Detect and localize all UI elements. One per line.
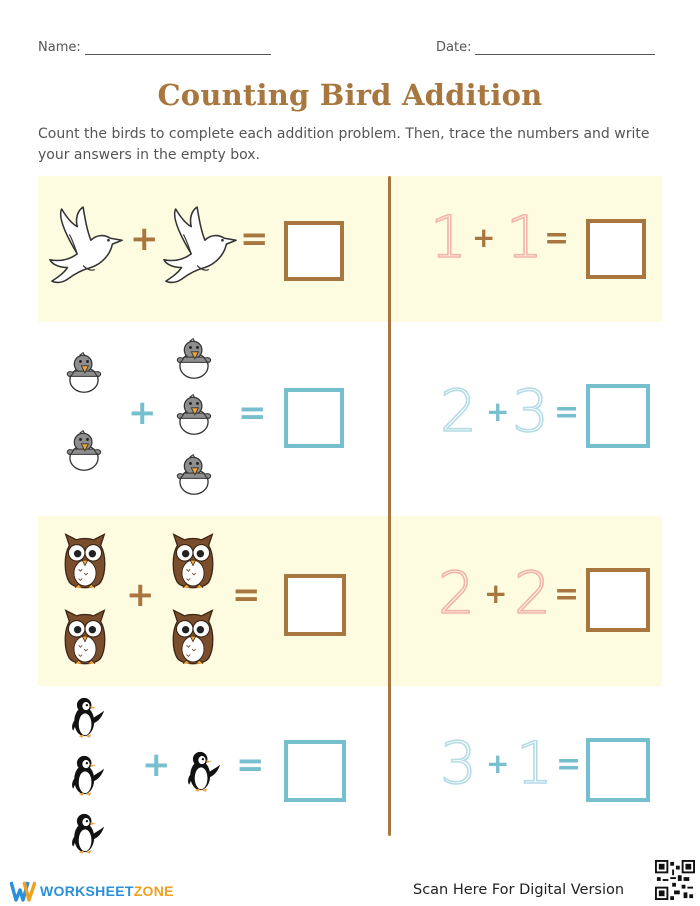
equals-sign: = xyxy=(232,575,261,615)
chick-in-egg-icon xyxy=(172,392,216,436)
penguin-icon xyxy=(66,810,106,856)
date-label: Date: xyxy=(436,40,472,55)
chick-in-egg-icon xyxy=(172,336,216,380)
equals-sign: = xyxy=(240,219,269,259)
dove-icon xyxy=(162,204,240,294)
plus-sign: + xyxy=(486,395,510,428)
logo-text-zone: ZONE xyxy=(133,883,174,899)
name-label: Name: xyxy=(38,40,81,55)
answer-box-picture[interactable] xyxy=(284,388,344,448)
penguin-icon xyxy=(182,748,222,794)
equals-sign: = xyxy=(556,747,582,782)
trace-number-b[interactable]: 1 xyxy=(516,729,553,797)
answer-box-picture[interactable] xyxy=(284,574,346,636)
problem-row-3 xyxy=(38,516,662,686)
answer-box-trace[interactable] xyxy=(586,568,650,632)
equals-sign: = xyxy=(554,577,580,612)
name-line[interactable] xyxy=(85,41,271,55)
trace-number-a[interactable]: 1 xyxy=(430,203,467,271)
chick-in-egg-icon xyxy=(62,350,106,394)
plus-sign: + xyxy=(130,219,159,259)
owl-icon xyxy=(170,608,216,668)
answer-box-picture[interactable] xyxy=(284,740,346,802)
name-field[interactable] xyxy=(38,40,271,55)
penguin-icon xyxy=(66,694,106,740)
plus-sign: + xyxy=(472,221,496,254)
chick-in-egg-icon xyxy=(172,452,216,496)
equals-sign: = xyxy=(544,221,570,256)
logo-text-worksheet: WORKSHEET xyxy=(40,883,134,899)
trace-number-b[interactable]: 2 xyxy=(514,559,551,627)
scan-text: Scan Here For Digital Version xyxy=(413,882,625,898)
trace-number-b[interactable]: 1 xyxy=(506,203,543,271)
trace-number-a[interactable]: 2 xyxy=(438,559,475,627)
plus-sign: + xyxy=(126,575,155,615)
trace-number-b[interactable]: 3 xyxy=(512,377,549,445)
equals-sign: = xyxy=(236,745,265,785)
worksheet-grid xyxy=(38,176,662,862)
owl-icon xyxy=(62,532,108,592)
instructions: Count the birds to complete each addition problem. Then, trace the numbers and write your answers in the empty box. xyxy=(38,126,650,163)
name-date-row xyxy=(38,40,652,60)
answer-box-picture[interactable] xyxy=(284,221,344,281)
trace-number-a[interactable]: 2 xyxy=(440,377,477,445)
trace-number-a[interactable]: 3 xyxy=(440,729,477,797)
plus-sign: + xyxy=(142,745,171,785)
date-line[interactable] xyxy=(475,41,655,55)
logo-w-icon xyxy=(10,880,36,902)
dove-icon xyxy=(48,204,126,294)
owl-icon xyxy=(170,532,216,592)
plus-sign: + xyxy=(484,577,508,610)
owl-icon xyxy=(62,608,108,668)
qr-code-icon[interactable] xyxy=(655,860,695,900)
answer-box-trace[interactable] xyxy=(586,738,650,802)
chick-in-egg-icon xyxy=(62,428,106,472)
problem-row-1 xyxy=(38,176,662,322)
problem-row-4 xyxy=(38,686,662,862)
equals-sign: = xyxy=(554,395,580,430)
worksheet-zone-logo xyxy=(10,880,174,902)
page-title: Counting Bird Addition xyxy=(157,78,543,112)
answer-box-trace[interactable] xyxy=(586,219,646,279)
date-field[interactable] xyxy=(436,40,655,55)
answer-box-trace[interactable] xyxy=(586,384,650,448)
problem-row-2 xyxy=(38,322,662,516)
plus-sign: + xyxy=(486,747,510,780)
equals-sign: = xyxy=(238,393,267,433)
plus-sign: + xyxy=(128,393,157,433)
penguin-icon xyxy=(66,752,106,798)
